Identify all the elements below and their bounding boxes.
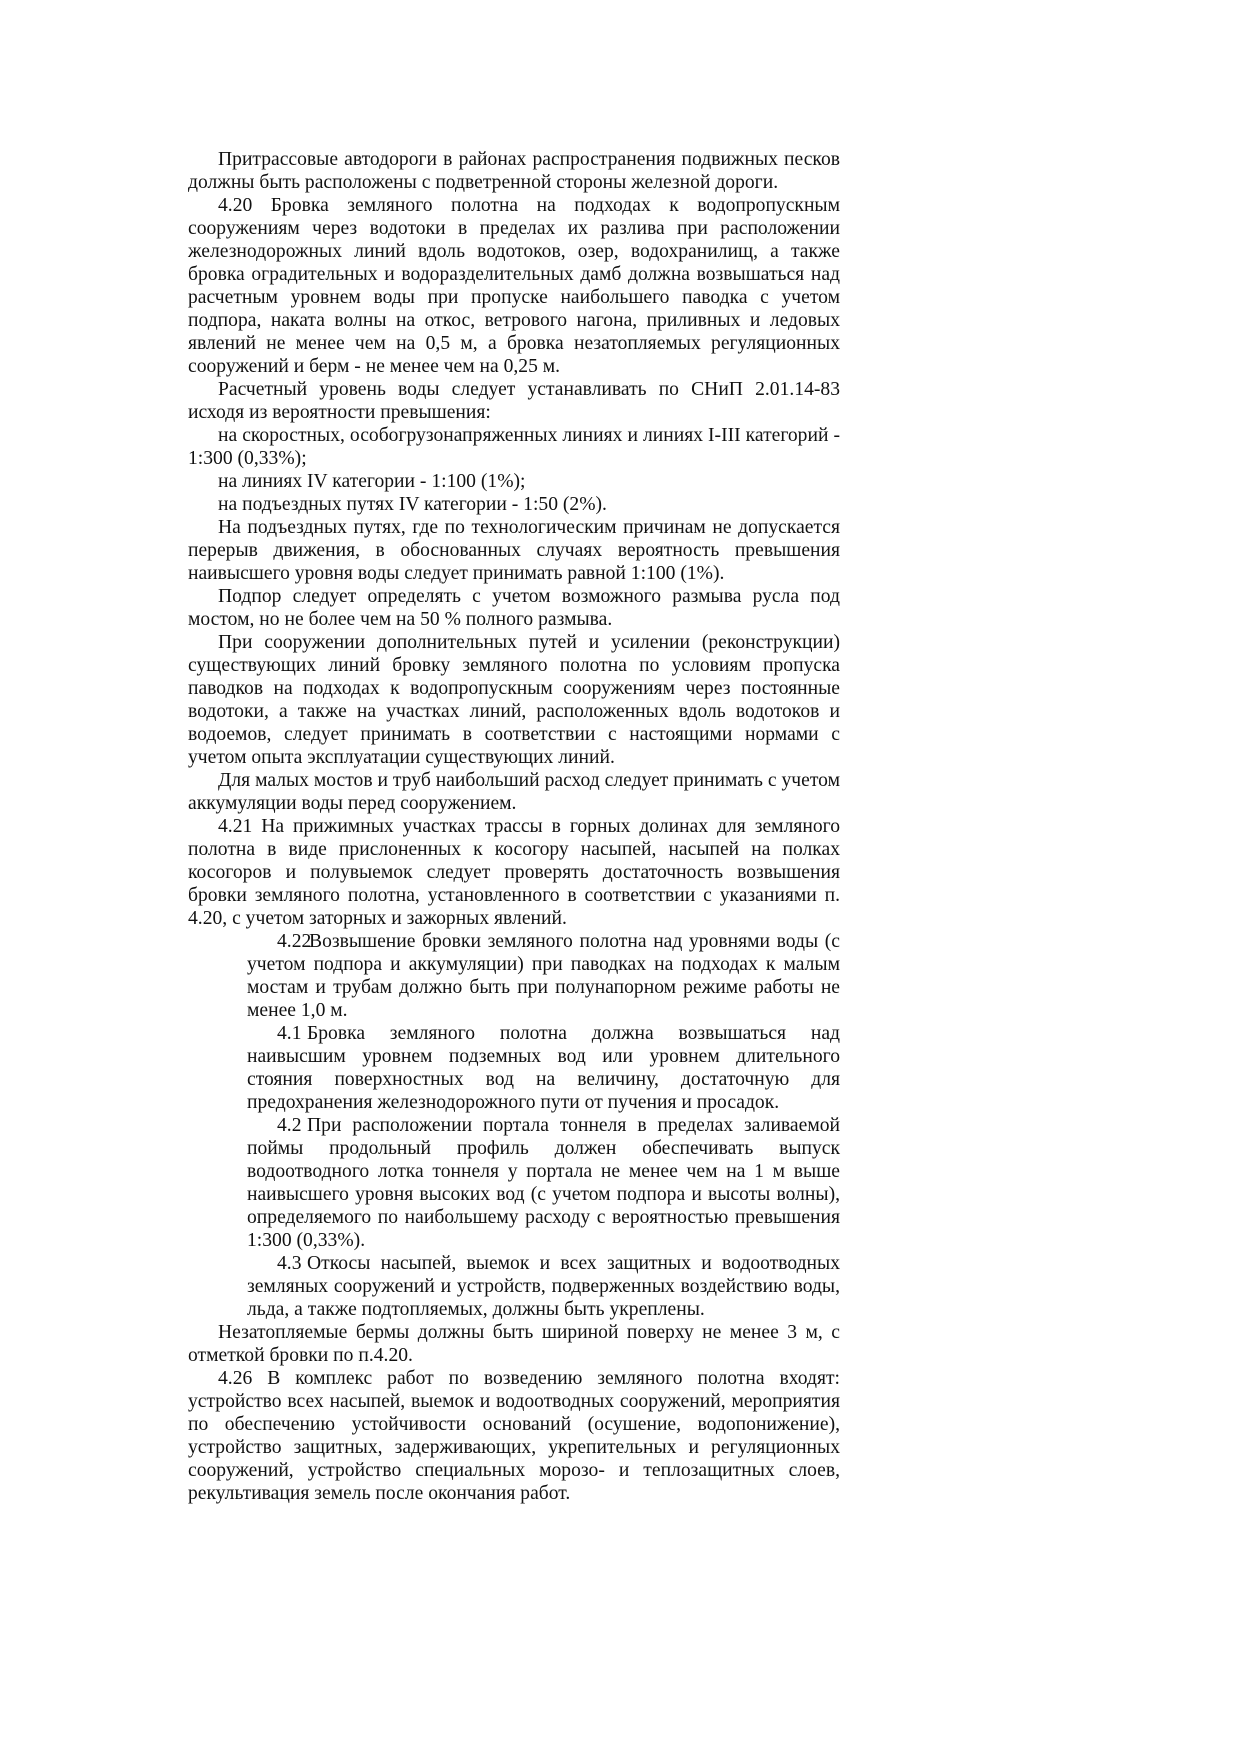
paragraph: Расчетный уровень воды следует устанавливать по СНиП 2.01.14-83 исходя из вероятности превышения: (188, 379, 840, 423)
paragraph: На подъездных путях, где по технологическим причинам не допускается перерыв движения, в обоснованных случаях вероятность превышения наивысшего уровня воды следует принимать равной 1:100 (1%). (188, 517, 840, 584)
paragraph: 4.21 На прижимных участках трассы в горных долинах для земляного полотна в виде прислоненных к косогору насыпей, насыпей на полках косогоров и полувыемок следует проверять достаточность возвышения бровки земляного полотна, установленного в соответствии с указаниями п. 4.20, с учетом заторных и зажорных явлений. (188, 816, 840, 929)
numbered-item (247, 930, 840, 1022)
paragraph: Для малых мостов и труб наибольший расход следует принимать с учетом аккумуляции воды перед сооружением. (188, 770, 840, 814)
item-number: 4.2 (277, 1115, 302, 1136)
item-text: Бровка земляного полотна должна возвышаться над наивысшим уровнем подземных вод или уровнем длительного стояния поверхностных вод на величину, достаточную для предохранения железнодорожного пути от пучения и просадок. (247, 1023, 840, 1113)
paragraph: Незатопляемые бермы должны быть шириной поверху не менее 3 м, с отметкой бровки по п.4.20. (188, 1322, 840, 1366)
paragraph: При сооружении дополнительных путей и усилении (реконструкции) существующих линий бровку земляного полотна по условиям пропуска паводков на подходах к водопропускным сооружениям через постоянные водотоки, а также на участках линий, расположенных вдоль водотоков и водоемов, следует принимать в соответствии с настоящими нормами с учетом опыта эксплуатации существующих линий. (188, 632, 840, 768)
list-item: на линиях IV категории - 1:100 (1%); (218, 471, 526, 492)
list-item: на скоростных, особогрузонапряженных линиях и линиях I-III категорий - 1:300 (0,33%); (188, 425, 840, 469)
document-page (188, 148, 840, 1505)
item-text: Откосы насыпей, выемок и всех защитных и водоотводных земляных сооружений и устройств, подверженных воздействию воды, льда, а также подтопляемых, должны быть укреплены. (247, 1253, 840, 1320)
item-number: 4.1 (277, 1023, 302, 1044)
numbered-item (247, 1114, 840, 1252)
paragraph: Притрассовые автодороги в районах распространения подвижных песков должны быть расположены с подветренной стороны железной дороги. (188, 149, 840, 193)
list-item: на подъездных путях IV категории - 1:50 (2%). (218, 494, 607, 515)
item-number: 4.3 (277, 1253, 302, 1274)
paragraph: 4.26 В комплекс работ по возведению земляного полотна входят: устройство всех насыпей, выемок и водоотводных сооружений, мероприятия по обеспечению устойчивости оснований (осушение, водопонижение), устройство защитных, задерживающих, укрепительных и регуляционных сооружений, устройство специальных морозо- и теплозащитных слоев, рекультивация земель после окончания работ. (188, 1368, 840, 1504)
paragraph: 4.20 Бровка земляного полотна на подходах к водопропускным сооружениям через водотоки в пределах их разлива при расположении железнодорожных линий вдоль водотоков, озер, водохранилищ, а также бровка оградительных и водоразделительных дамб должна возвышаться над расчетным уровнем воды при пропуске наибольшего паводка с учетом подпора, наката волны на откос, ветрового нагона, приливных и ледовых явлений не менее чем на 0,5 м, а бровка незатопляемых регуляционных сооружений и берм - не менее чем на 0,25 м. (188, 195, 840, 377)
paragraph: Подпор следует определять с учетом возможного размыва русла под мостом, но не более чем на 50 % полного размыва. (188, 586, 840, 630)
item-text: При расположении портала тоннеля в пределах заливаемой поймы продольный профиль должен обеспечивать выпуск водоотводного лотка тоннеля у портала не менее чем на 1 м выше наивысшего уровня высоких вод (с учетом подпора и высоты волны), определяемого по наибольшему расходу с вероятностью превышения 1:300 (0,33%). (247, 1115, 840, 1251)
numbered-item (247, 1252, 840, 1321)
item-number: 4.22 (277, 931, 312, 952)
numbered-item (247, 1022, 840, 1114)
item-text: Возвышение бровки земляного полотна над уровнями воды (с учетом подпора и аккумуляции) при паводках на подходах к малым мостам и трубам должно быть при полунапорном режиме работы не менее 1,0 м. (247, 931, 840, 1021)
